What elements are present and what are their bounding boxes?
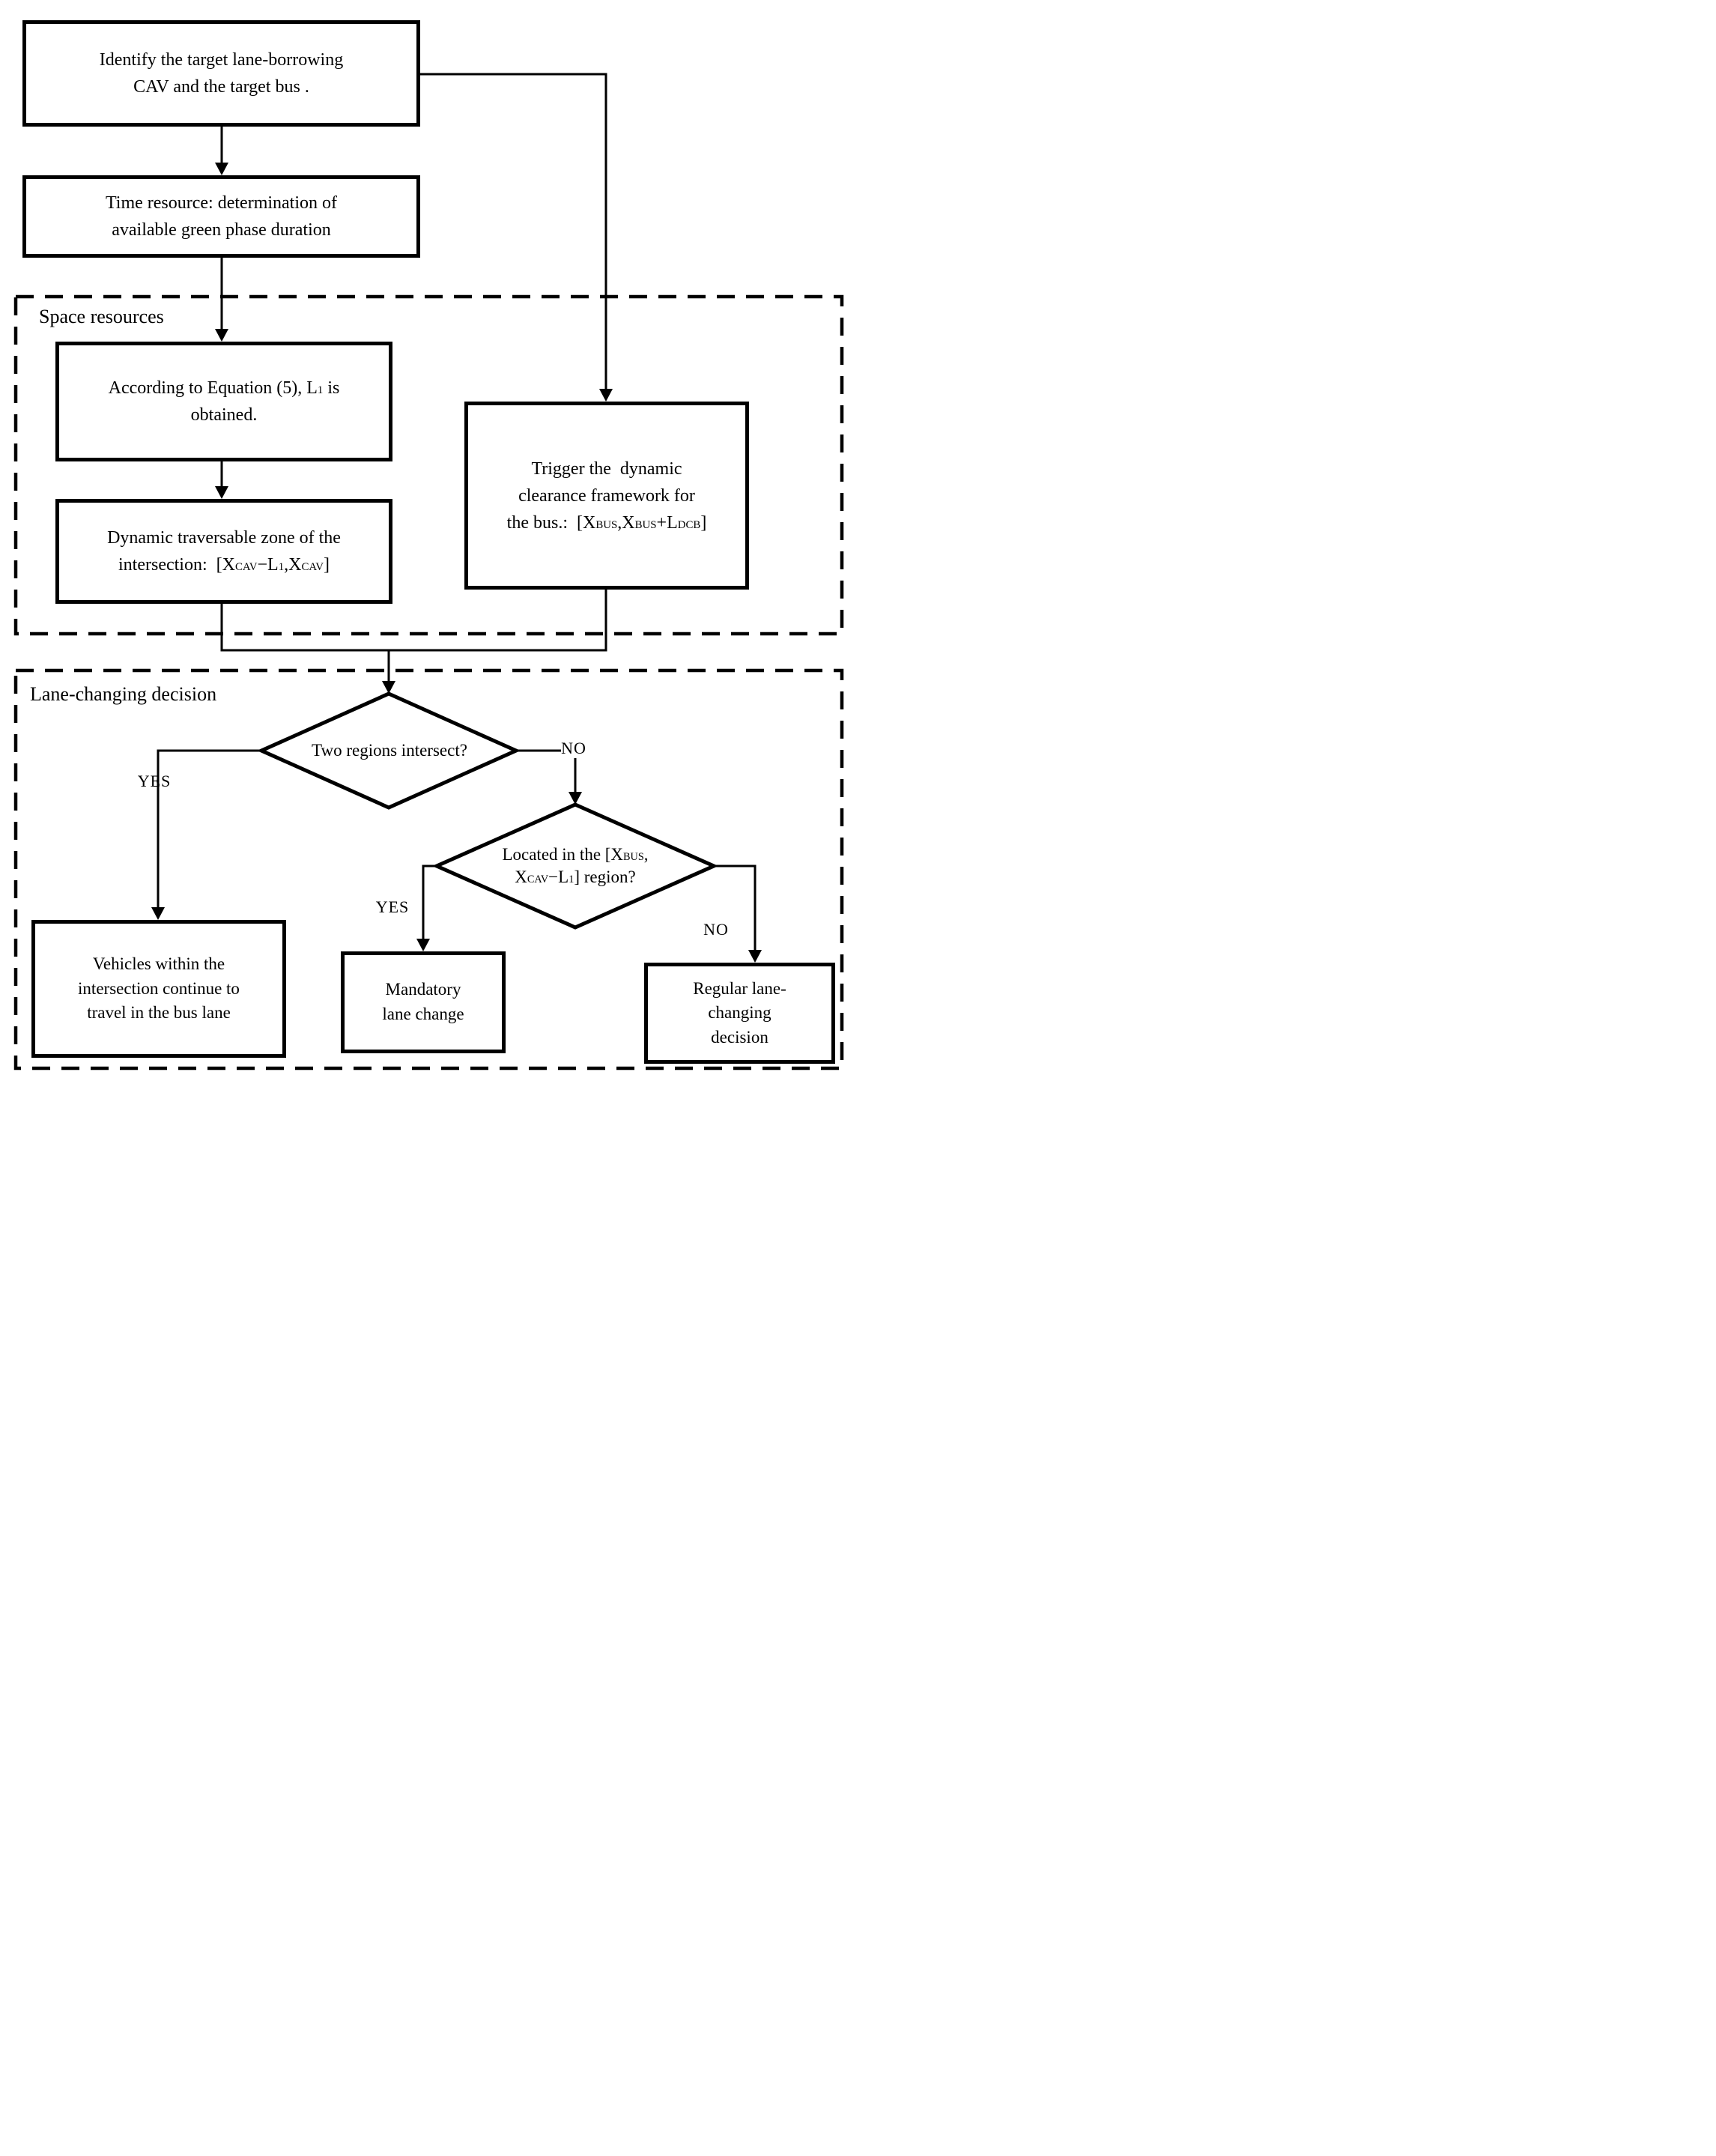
arrow-equation-to-zone (215, 461, 228, 499)
box-identify-targets: Identify the target lane-borrowing CAV and the target bus . (22, 20, 420, 127)
flowchart-page (0, 0, 858, 1078)
diamond-two-regions-text: Two regions intersect? (312, 740, 467, 760)
arrow-no-to-located-diamond (516, 751, 582, 805)
box-mandatory-lane-change: Mandatory lane change (341, 951, 506, 1053)
arrow-no-to-regular (714, 866, 762, 963)
diamond-located-region-text: Located in the [XBUS, XCAV−L1] region? (502, 844, 649, 886)
label-no-located: NO (703, 920, 729, 939)
lane-changing-label: Lane-changing decision (30, 683, 217, 705)
arrow-identify-to-time (215, 127, 228, 175)
connector-identify-to-trigger (420, 74, 613, 402)
box-traversable-zone: Dynamic traversable zone of the intersection: [XCAV−L1,XCAV] (55, 499, 392, 604)
label-yes-located: YES (375, 897, 410, 916)
connector-merge-to-diamond (221, 590, 607, 694)
space-resources-label: Space resources (39, 306, 164, 327)
box-time-resource: Time resource: determination of available green phase duration (22, 175, 420, 258)
label-no-intersect: NO (561, 739, 586, 757)
box-equation-l1: According to Equation (5), L1 is obtained. (55, 342, 392, 461)
box-vehicles-continue: Vehicles within the intersection continue to travel in the bus lane (31, 920, 286, 1058)
box-regular-lane-change: Regular lane- changing decision (644, 963, 835, 1064)
arrow-time-to-equation (215, 258, 228, 342)
label-yes-intersect: YES (137, 772, 172, 790)
box-trigger-clearance: Trigger the dynamic clearance framework for the bus.: [XBUS,XBUS+LDCB] (464, 402, 749, 590)
